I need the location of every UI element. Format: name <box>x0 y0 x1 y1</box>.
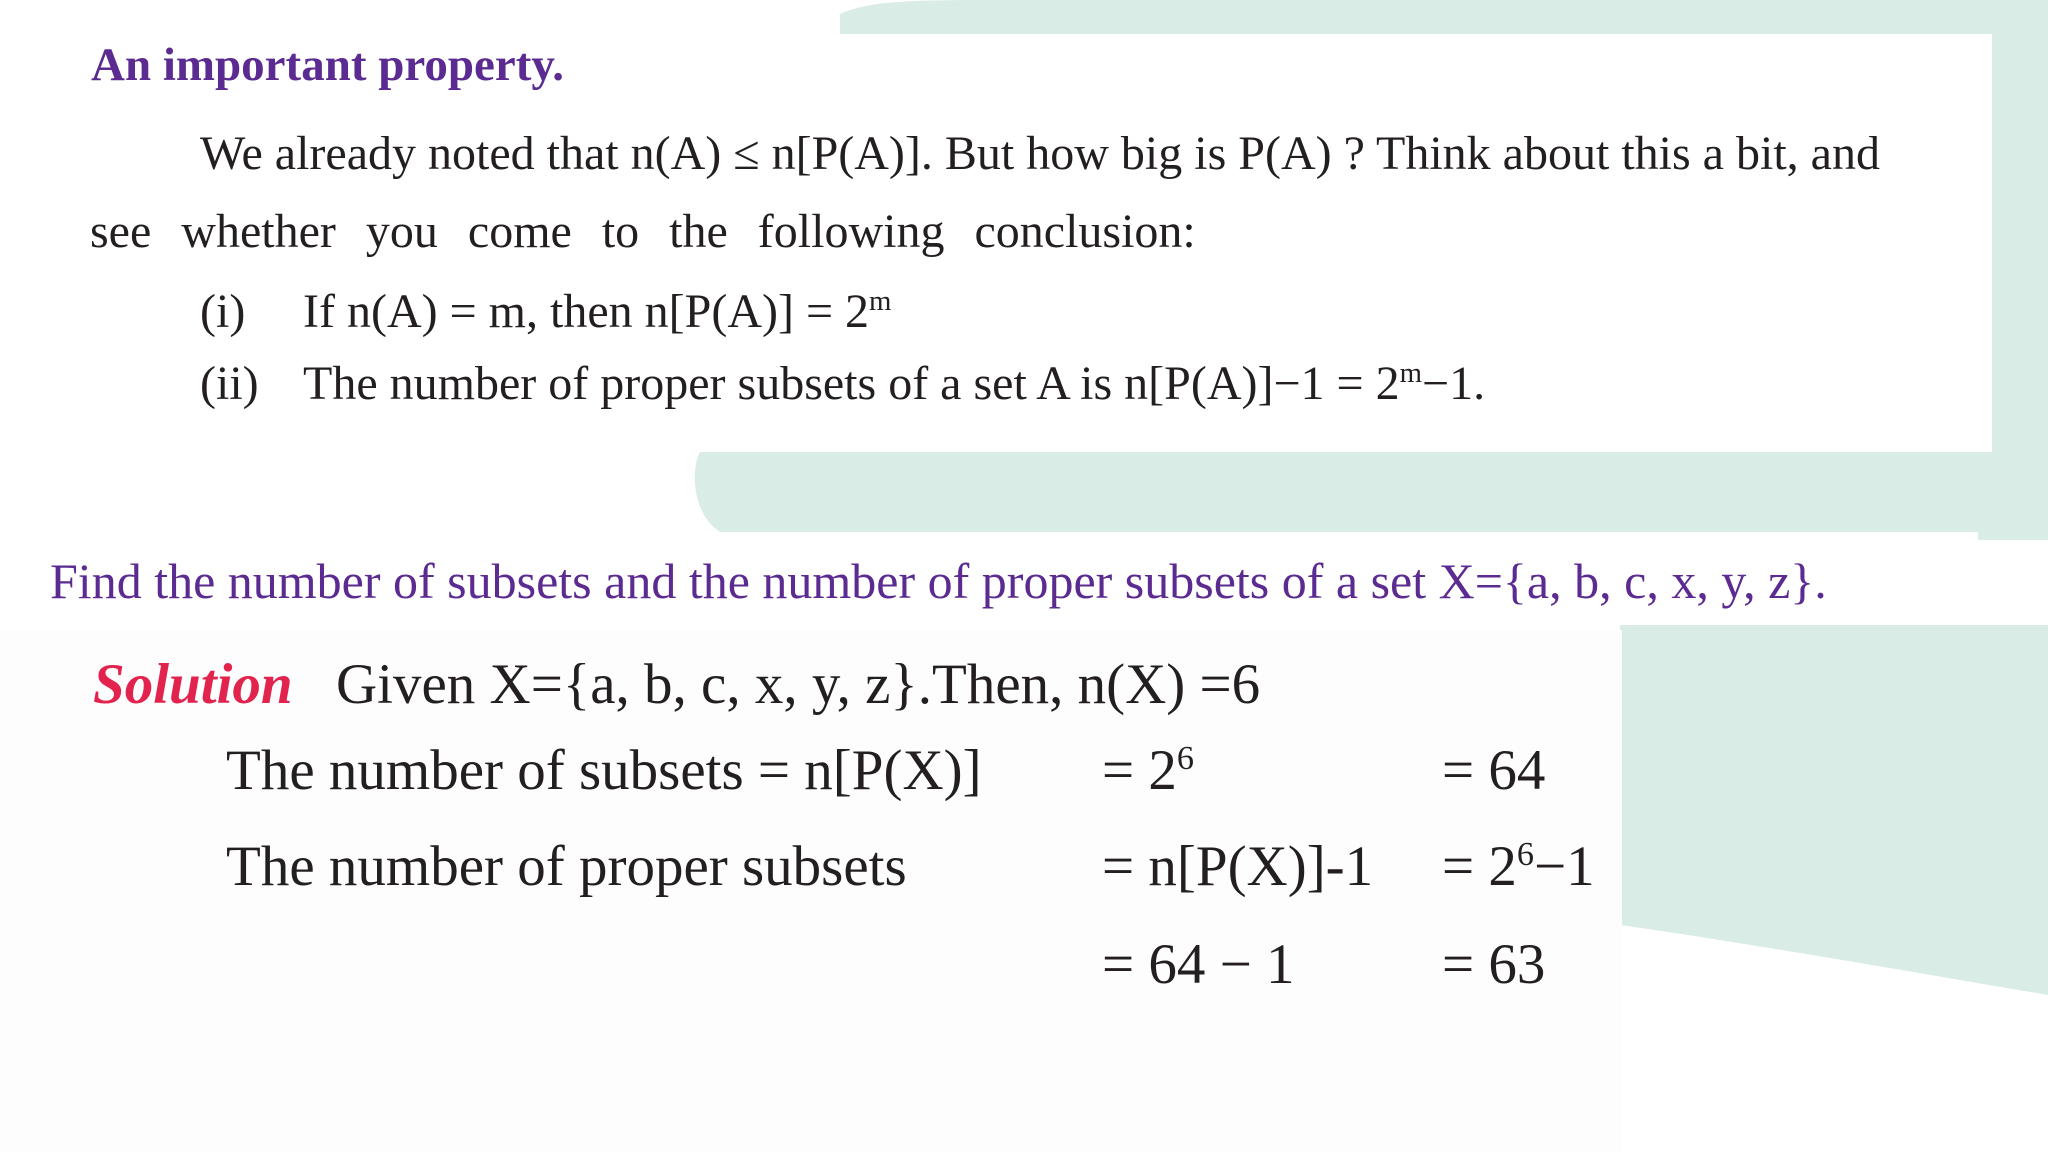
list-item-text <box>303 284 891 339</box>
expression: = 64 − 1 <box>1102 933 1295 996</box>
list-item-number: (ii) <box>200 357 259 410</box>
right-band-shape <box>1990 30 2048 460</box>
solution-row-label: The number of proper subsets <box>226 835 907 898</box>
solution-row-result <box>1442 834 1595 899</box>
expression: = 63 <box>1442 933 1546 996</box>
exponent: 6 <box>1176 740 1194 777</box>
solution-row-middle <box>1102 738 1194 803</box>
section-heading: An important property. <box>91 39 565 91</box>
formula-suffix: −1. <box>1422 357 1486 410</box>
expression: = 2 <box>1442 835 1517 898</box>
expression: = 64 <box>1442 739 1546 802</box>
formula-text: If n(A) = m, then n[P(A)] = 2 <box>303 285 870 338</box>
list-item-number: (i) <box>200 285 246 338</box>
paragraph-line-1: We already noted that n(A) ≤ n[P(A)]. But how big is P(A) ? Think about this a bit, and <box>200 127 1880 180</box>
expression: = n[P(X)]-1 <box>1102 835 1374 898</box>
solution-row-result <box>1442 738 1545 803</box>
solution-given: Given X={a, b, c, x, y, z}.Then, n(X) =6 <box>336 653 1261 716</box>
middle-band-shape <box>695 452 2048 540</box>
expression-suffix: −1 <box>1534 835 1595 898</box>
paragraph-line-2: see whether you come to the following conclusion: <box>90 205 1196 258</box>
exponent: m <box>1399 357 1423 389</box>
question-text: Find the number of subsets and the number of proper subsets of a set X={a, b, c, x, y, z}. <box>50 553 1827 609</box>
exponent: 6 <box>1516 836 1534 873</box>
solution-row-middle <box>1102 932 1295 997</box>
solution-row-middle <box>1102 834 1373 899</box>
solution-row-result <box>1442 932 1545 997</box>
expression: = 2 <box>1102 739 1177 802</box>
right-lower-shape <box>1620 625 2048 995</box>
solution-label: Solution <box>93 653 293 716</box>
exponent: m <box>869 285 892 317</box>
list-item-text <box>303 356 1485 411</box>
formula-text: The number of proper subsets of a set A is n[P(A)]−1 = 2 <box>303 357 1400 410</box>
solution-row-label: The number of subsets = n[P(X)] <box>226 739 982 802</box>
